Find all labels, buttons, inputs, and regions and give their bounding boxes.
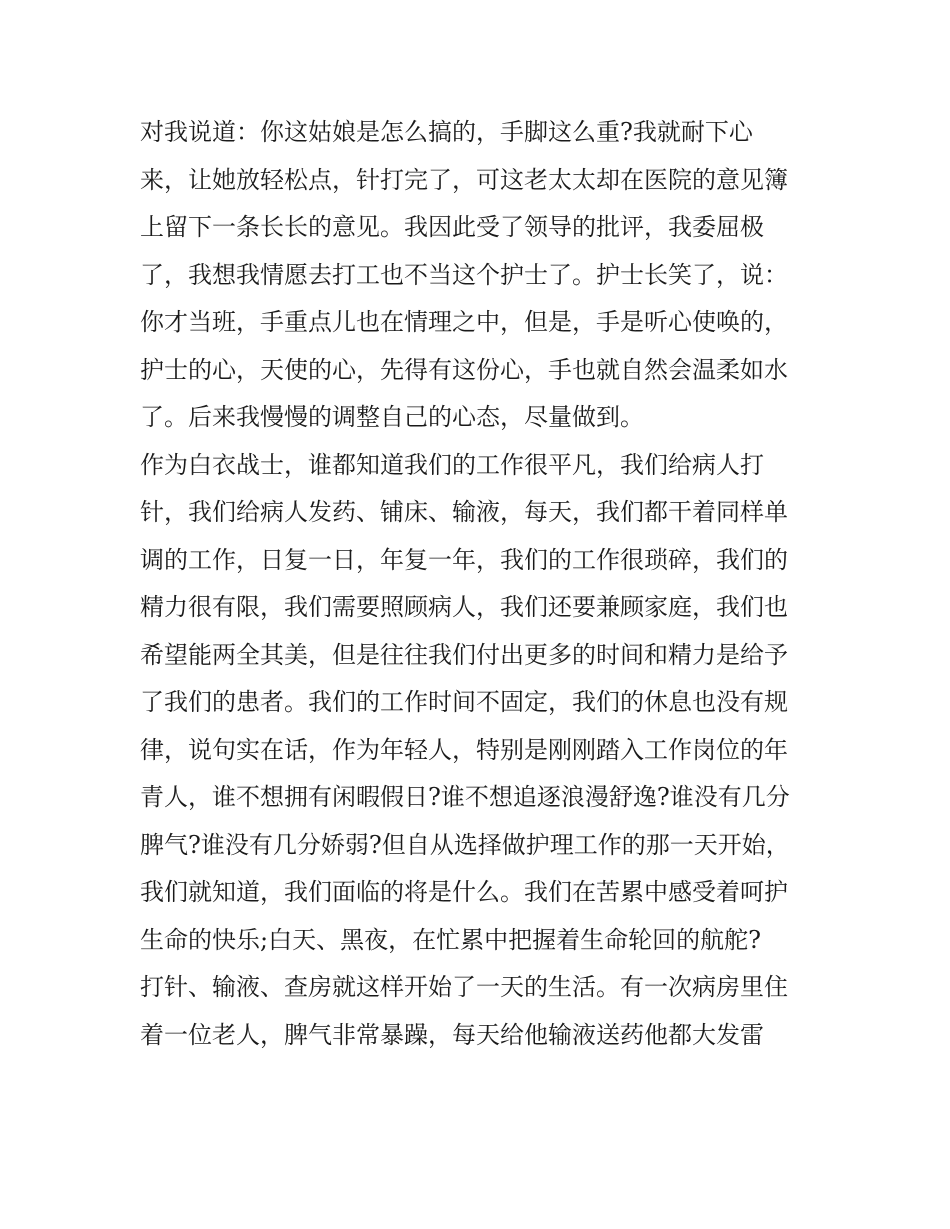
text-line: 青人，谁不想拥有闲暇假日?谁不想追逐浪漫舒逸?谁没有几分 <box>140 783 790 811</box>
text-line: 对我说道：你这姑娘是怎么搞的，手脚这么重?我就耐下心 <box>140 118 753 146</box>
text-line: 生命的快乐;白天、黑夜，在忙累中把握着生命轮回的航舵? <box>140 925 761 954</box>
text-line: 上留下一条长长的意见。我因此受了领导的批评，我委屈极 <box>140 213 764 241</box>
text-line: 调的工作，日复一日，年复一年，我们的工作很琐碎，我们的 <box>140 545 788 574</box>
text-line: 打针、输液、查房就这样开始了一天的生活。有一次病房里住 <box>140 973 788 1001</box>
text-line: 了，我想我情愿去打工也不当这个护士了。护士长笑了，说： <box>140 260 788 289</box>
text-line: 着一位老人，脾气非常暴躁，每天给他输液送药他都大发雷 <box>140 1020 764 1049</box>
text-line: 了我们的患者。我们的工作时间不固定，我们的休息也没有规 <box>140 688 788 716</box>
text-line: 律，说句实在话，作为年轻人，特别是刚刚踏入工作岗位的年 <box>140 735 788 764</box>
text-line: 了。后来我慢慢的调整自己的心态，尽量做到。 <box>140 403 644 431</box>
text-line: 我们就知道，我们面临的将是什么。我们在苦累中感受着呵护 <box>140 878 788 906</box>
text-line: 针，我们给病人发药、铺床、输液，每天，我们都干着同样单 <box>140 498 788 526</box>
text-line: 护士的心，天使的心，先得有这份心，手也就自然会温柔如水 <box>140 355 788 384</box>
text-line: 希望能两全其美，但是往往我们付出更多的时间和精力是给予 <box>140 640 788 669</box>
text-line: 来，让她放轻松点，针打完了，可这老太太却在医院的意见簿 <box>140 165 788 194</box>
body-text <box>140 109 830 1059</box>
text-line: 脾气?谁没有几分娇弱?但自从选择做护理工作的那一天开始， <box>140 830 790 859</box>
text-line: 你才当班，手重点儿也在情理之中，但是，手是听心使唤的， <box>140 308 788 336</box>
text-line: 精力很有限，我们需要照顾病人，我们还要兼顾家庭，我们也 <box>140 593 788 621</box>
text-line: 作为白衣战士，谁都知道我们的工作很平凡，我们给病人打 <box>140 450 764 479</box>
